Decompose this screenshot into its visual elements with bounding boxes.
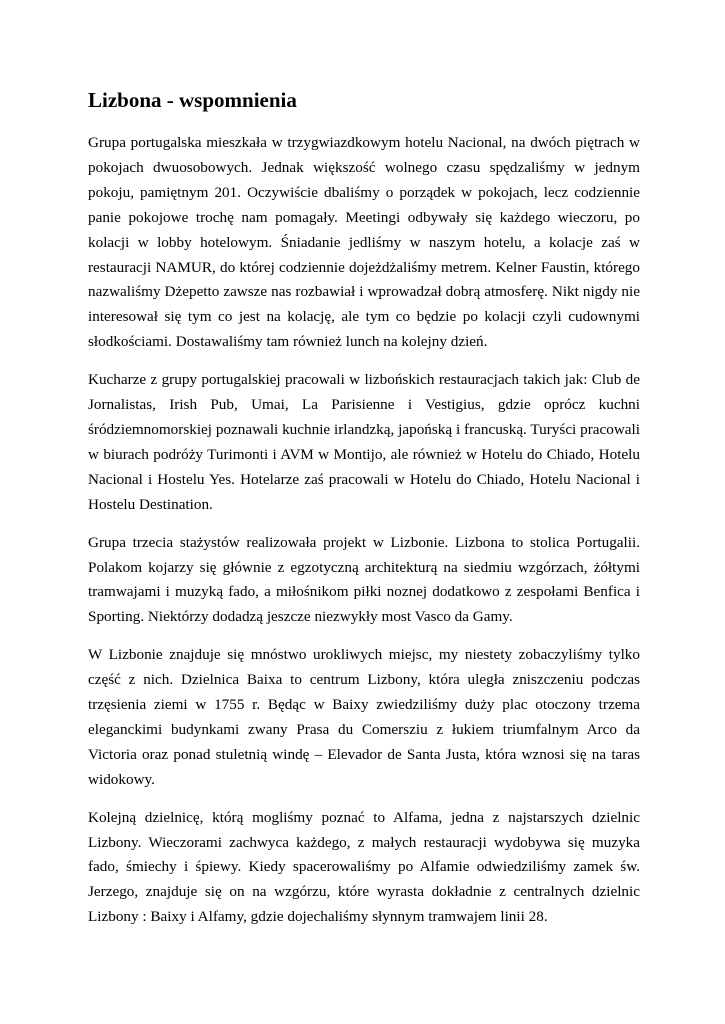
paragraph-work: Kucharze z grupy portugalskiej pracowali w lizbońskich restauracjach takich jak: Club de Jornalistas, Irish Pub, Umai, La Parisienne i Vestigius, gdzie oprócz kuchni śródziemnomorskiej poznawali kuchnie irlandzką, japońską i francuską. Turyści pracowali w biurach podróży Turimonti i AVM w Montijo, ale również w Hotelu do Chiado, Hotelu Nacional i Hostelu Yes. Hotelarze zaś pracowali w Hotelu do Chiado, Hotelu Nacional i Hostelu Destination.: [88, 371, 640, 513]
paragraph-baixa: W Lizbonie znajduje się mnóstwo urokliwych miejsc, my niestety zobaczyliśmy tylko część z nich. Dzielnica Baixa to centrum Lizbony, która uległa zniszczeniu podczas trzęsienia ziemi w 1755 r. Będąc w Baixy zwiedziliśmy duży plac otoczony trzema eleganckimi budynkami zwany Prasa du Comersziu z łukiem triumfalnym Arco da Victoria oraz ponad stuletnią windę – Elevador de Santa Justa, która wznosi się na taras widokowy.: [88, 646, 640, 788]
paragraph-hotel: Grupa portugalska mieszkała w trzygwiazdkowym hotelu Nacional, na dwóch piętrach w pokojach dwuosobowych. Jednak większość wolnego czasu spędzaliśmy w jednym pokoju, pamiętnym 201. Oczywiście dbaliśmy o porządek w pokojach, lecz codziennie panie pokojowe trochę nam pomagały. Meetingi odbywały się każdego wieczoru, po kolacji w lobby hotelowym. Śniadanie jedliśmy w naszym hotelu, a kolacje zaś w restauracji NAMUR, do której codziennie dojeżdżaliśmy metrem. Kelner Faustin, którego nazwaliśmy Dżepetto zawsze nas rozbawiał i wprowadzał dobrą atmosferę. Nikt nigdy nie interesował się tym co jest na kolację, ale tym co będzie po kolacji czyli cudownymi słodkościami. Dostawaliśmy tam również lunch na kolejny dzień.: [88, 134, 640, 351]
paragraph-lisbon: Grupa trzecia stażystów realizowała projekt w Lizbonie. Lizbona to stolica Portugalii. Polakom kojarzy się głównie z egzotyczną architekturą na siedmiu wzgórzach, żółtymi tramwajami i muzyką fado, a miłośnikom piłki noznej dodatkowo z zespołami Benfica i Sporting. Niektórzy dodadzą jeszcze niezwykły most Vasco da Gamy.: [88, 533, 640, 626]
document-body: [88, 87, 640, 943]
page-title: Lizbona - wspomnienia: [88, 88, 297, 112]
paragraph-alfama: Kolejną dzielnicę, którą mogliśmy poznać to Alfama, jedna z najstarszych dzielnic Lizbony. Wieczorami zachwyca każdego, z małych restauracji wydobywa się muzyka fado, śmiechy i śpiewy. Kiedy spacerowaliśmy po Alfamie odwiedziliśmy zamek św. Jerzego, znajduje się on na wzgórzu, które wyrasta dokładnie z centralnych dzielnic Lizbony : Baixy i Alfamy, gdzie dojechaliśmy słynnym tramwajem linii 28.: [88, 808, 640, 926]
